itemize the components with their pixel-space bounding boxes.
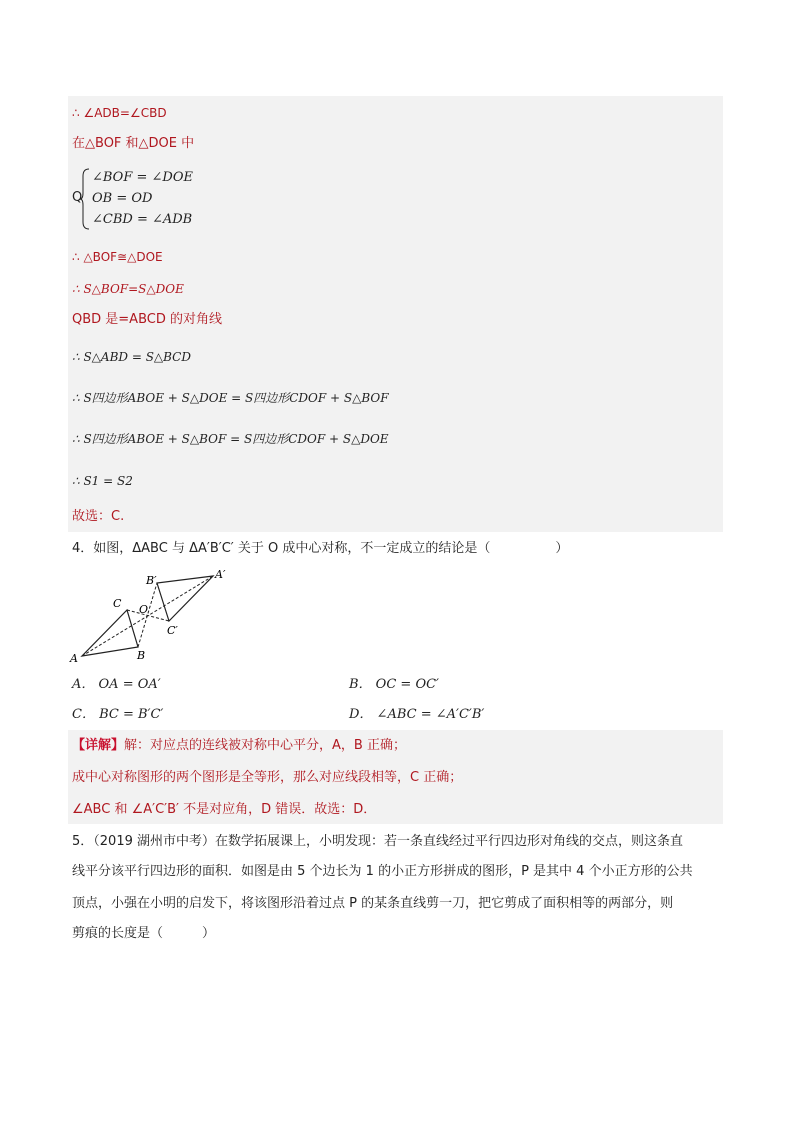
detail-text-1: 解：对应点的连线被对称中心平分，A，B 正确； bbox=[124, 738, 406, 753]
fig-label-A: A bbox=[70, 652, 78, 665]
proof-answer: 故选：C. bbox=[72, 509, 125, 524]
q4-stem: 4．如图，ΔABC 与 ΔA′B′C′ 关于 O 成中心对称，不一定成立的结论是（ ） bbox=[72, 541, 569, 556]
proof-line-5: QBD 是=ABCD 的对角线 bbox=[72, 312, 222, 327]
proof-line-7: ∴ S四边形ABOE + S△DOE = S四边形CDOF + S△BOF bbox=[72, 391, 389, 405]
proof-line-2: 在△BOF 和△DOE 中 bbox=[72, 136, 195, 151]
system-brace bbox=[80, 168, 90, 230]
fig-label-B: B bbox=[137, 649, 146, 662]
proof-line-1: ∴ ∠ADB=∠CBD bbox=[72, 106, 167, 120]
q5-line-1: 5．（2019 湖州市中考）在数学拓展课上，小明发现：若一条直线经过平行四边形对角线的交点，则这条直 bbox=[72, 834, 683, 849]
proof-line-4: ∴ S△BOF=S△DOE bbox=[72, 282, 184, 296]
q4-detail-line-2: 成中心对称图形的两个图形是全等形，那么对应线段相等，C 正确； bbox=[72, 770, 463, 785]
fig-label-C: C bbox=[113, 597, 122, 610]
q5-line-3: 顶点，小强在小明的启发下，将该图形沿着过点 P 的某条直线剪一刀，把它剪成了面积相等的两部分，则 bbox=[72, 896, 674, 911]
because-symbol: Q bbox=[72, 190, 83, 205]
q4-option-c[interactable]: C． BC = B′C′ bbox=[72, 707, 164, 722]
proof-line-3: ∴ △BOF≅△DOE bbox=[72, 250, 163, 264]
q5-line-4: 剪痕的长度是（ ） bbox=[72, 926, 216, 941]
q5-line-2: 线平分该平行四边形的面积．如图是由 5 个边长为 1 的小正方形拼成的图形，P 是其中 4 个小正方形的公共 bbox=[72, 864, 693, 879]
system-eq-3: ∠CBD = ∠ADB bbox=[92, 212, 193, 227]
q4-option-d[interactable]: D． ∠ABC = ∠A′C′B′ bbox=[349, 707, 485, 722]
fig-label-O: O bbox=[139, 603, 149, 616]
q4-figure bbox=[66, 566, 236, 666]
q4-detail-line-3: ∠ABC 和 ∠A′C′B′ 不是对应角，D 错误．故选：D． bbox=[72, 802, 377, 817]
detail-tag: 【详解】 bbox=[72, 738, 125, 753]
system-eq-1: ∠BOF = ∠DOE bbox=[92, 170, 193, 185]
proof-line-6: ∴ S△ABD = S△BCD bbox=[72, 350, 191, 364]
proof-line-9: ∴ S1 = S2 bbox=[72, 474, 133, 488]
system-eq-2: OB = OD bbox=[92, 191, 153, 206]
q4-detail-line-1 bbox=[72, 737, 406, 755]
proof-line-8: ∴ S四边形ABOE + S△BOF = S四边形CDOF + S△DOE bbox=[72, 432, 389, 446]
fig-label-A-prime: A′ bbox=[215, 568, 226, 581]
fig-label-C-prime: C′ bbox=[167, 624, 178, 637]
fig-label-B-prime: B′ bbox=[146, 574, 157, 587]
q4-option-a[interactable]: A． OA = OA′ bbox=[72, 677, 161, 692]
q4-option-b[interactable]: B． OC = OC′ bbox=[349, 677, 440, 692]
